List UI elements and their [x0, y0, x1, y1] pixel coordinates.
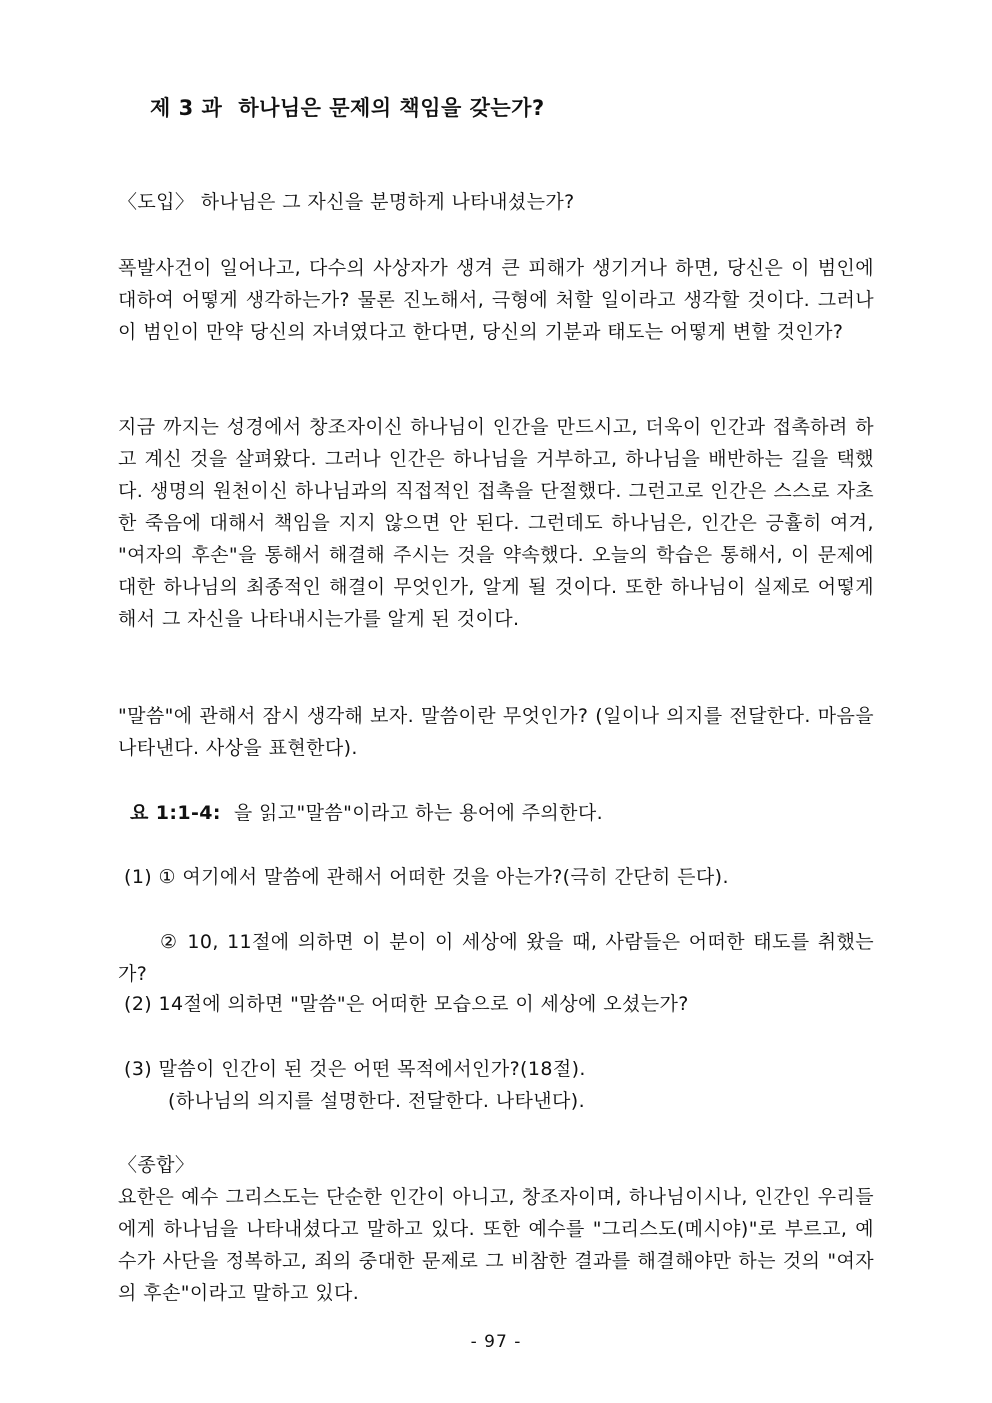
- paragraph-word: "말씀"에 관해서 잠시 생각해 보자. 말씀이란 무엇인가? (일이나 의지를 전달한다. 마음을 나타낸다. 사상을 표현한다).: [118, 705, 874, 759]
- lesson-title: [150, 92, 545, 122]
- lesson-title-text: 하나님은 문제의 책임을 갖는가?: [238, 96, 545, 120]
- question-3-answer: (하나님의 의지를 설명한다. 전달한다. 나타낸다).: [168, 1090, 586, 1112]
- question-2: (2) 14절에 의하면 "말씀"은 어떠한 모습으로 이 세상에 오셨는가?: [124, 993, 689, 1015]
- paragraph-explosion: 폭발사건이 일어나고, 다수의 사상자가 생겨 큰 피해가 생기거나 하면, 당신은 이 범인에 대하여 어떻게 생각하는가? 물론 진노해서, 극형에 처할 일이라고 생각할 것이다. 그러나 이 범인이 만약 당신의 자녀였다고 한다면, 당신의 기분과 태도는 어떻게 변할 것인가?: [118, 257, 874, 343]
- question-1a: (1) ① 여기에서 말씀에 관해서 어떠한 것을 아는가?(극히 간단히 든다).: [124, 866, 729, 888]
- scripture-instruction: 을 읽고"말씀"이라고 하는 용어에 주의한다.: [233, 802, 604, 824]
- question-3: (3) 말씀이 인간이 된 것은 어떤 목적에서인가?(18절).: [124, 1058, 586, 1080]
- intro-heading: 〈도입〉 하나님은 그 자신을 분명하게 나타내셨는가?: [118, 191, 575, 213]
- summary-heading: 〈종합〉: [118, 1154, 195, 1176]
- lesson-number: 제 3 과: [150, 96, 223, 120]
- scripture-reference: 요 1:1-4:: [130, 802, 221, 824]
- page-number: - 97 -: [470, 1332, 522, 1352]
- summary-text: 요한은 예수 그리스도는 단순한 인간이 아니고, 창조자이며, 하나님이시나, 인간인 우리들에게 하나님을 나타내셨다고 말하고 있다. 또한 예수를 "그리스도(메시야)"로 부르고, 예수가 사단을 정복하고, 죄의 중대한 문제로 그 비참한 결과를 해결해야만 하는 것의 "여자의 후손"이라고 말하고 있다.: [118, 1186, 874, 1304]
- question-1b: ② 10, 11절에 의하면 이 분이 이 세상에 왔을 때, 사람들은 어떠한 태도를 취했는가?: [118, 931, 874, 985]
- paragraph-god-and-man: 지금 까지는 성경에서 창조자이신 하나님이 인간을 만드시고, 더욱이 인간과 접촉하려 하고 계신 것을 살펴왔다. 그러나 인간은 하나님을 거부하고, 하나님을 배반하는 길을 택했다. 생명의 원천이신 하나님과의 직접적인 접촉을 단절했다. 그런고로 인간은 스스로 자초한 죽음에 대해서 책임을 지지 않으면 안 된다. 그런데도 하나님은, 인간은 긍휼히 여겨, "여자의 후손"을 통해서 해결해 주시는 것을 약속했다. 오늘의 학습은 통해서, 이 문제에 대한 하나님의 최종적인 해결이 무엇인가, 알게 될 것이다. 또한 하나님이 실제로 어떻게 해서 그 자신을 나타내시는가를 알게 된 것이다.: [118, 416, 874, 630]
- scripture-line: [118, 797, 886, 829]
